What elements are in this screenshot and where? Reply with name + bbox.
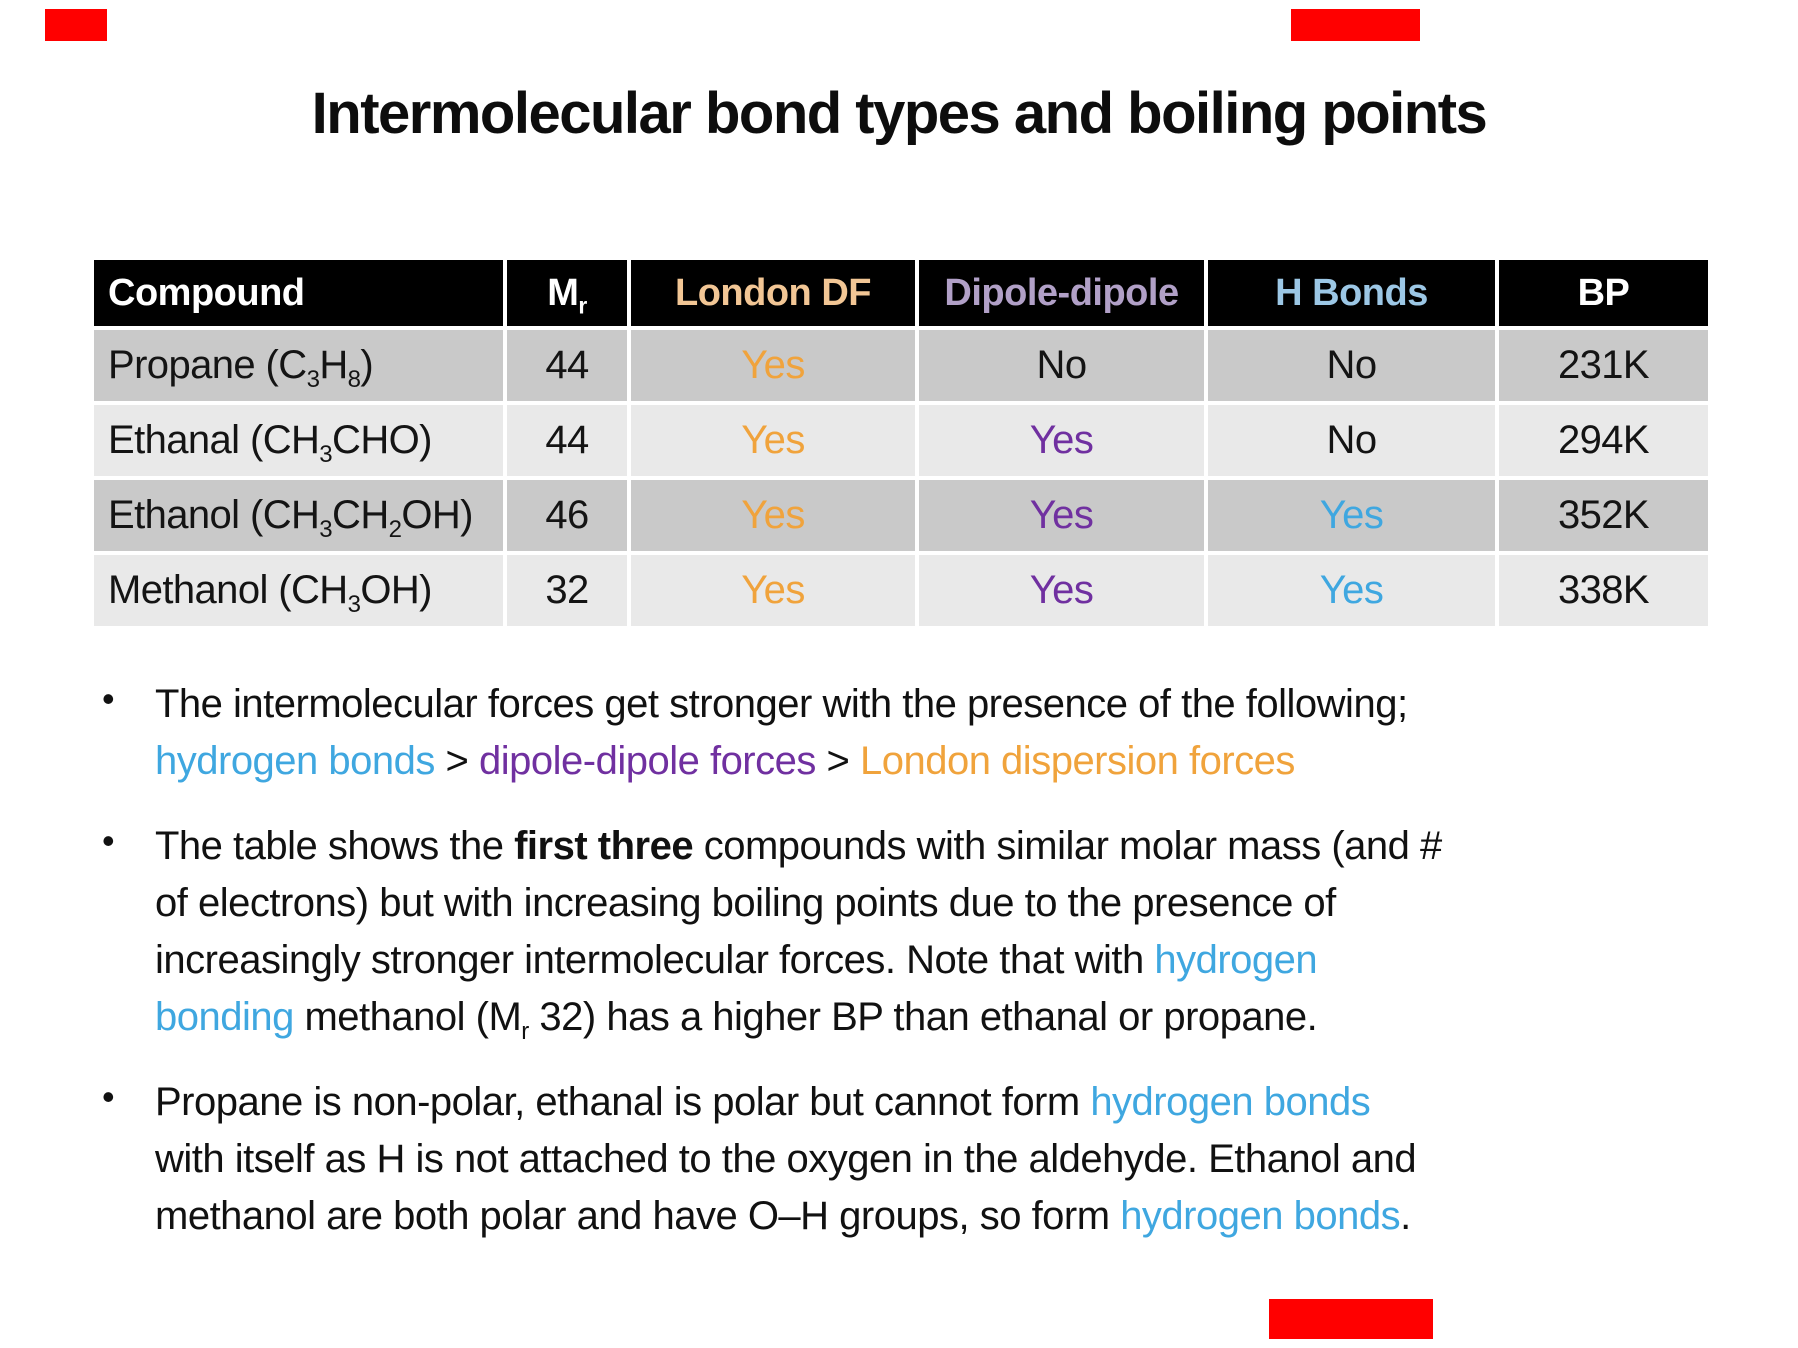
compound-cell: Ethanol $(CH_3CH_2OH)$ [92, 478, 505, 553]
text-segment: methanol are both polar and have O–H groups, so form [155, 1194, 1121, 1238]
text-segment: Propane is non-polar, ethanal is polar but cannot form [155, 1080, 1091, 1124]
table-header-cell: London DF [629, 258, 917, 328]
bullet-line [155, 989, 1722, 1046]
table-cell: Yes [629, 478, 917, 553]
table-cell: Yes [629, 403, 917, 478]
table-cell: Yes [1206, 553, 1497, 628]
bullet-line [155, 1188, 1722, 1245]
compound-cell: Propane $(C_3H_8)$ [92, 328, 505, 403]
table-cell: 44 [505, 403, 629, 478]
text-segment: with itself as H is not attached to the oxygen in the aldehyde. Ethanol and [155, 1137, 1417, 1181]
table-row [92, 553, 1710, 628]
table-cell: Yes [917, 478, 1206, 553]
table-header-cell: Compound [92, 258, 505, 328]
table-row [92, 403, 1710, 478]
text-segment: > [434, 739, 479, 783]
text-segment: compounds with similar molar mass (and # [693, 824, 1442, 868]
bullet-marker: • [102, 820, 115, 861]
bullet-marker: • [102, 1076, 115, 1117]
table-cell: Yes [1206, 478, 1497, 553]
table-header-cell: BP [1497, 258, 1710, 328]
table-cell: Yes [917, 403, 1206, 478]
redaction-bar-bottom-right [1269, 1299, 1433, 1339]
bullet-item [92, 1074, 1722, 1245]
table-header-cell: H Bonds [1206, 258, 1497, 328]
table-cell: 46 [505, 478, 629, 553]
table-header-row [92, 258, 1710, 328]
compound-cell: Ethanal $(CH_3CHO)$ [92, 403, 505, 478]
text-segment: > [815, 739, 860, 783]
bullet-line [155, 875, 1722, 932]
redaction-bar-top-left [45, 9, 107, 41]
text-segment: first three [514, 824, 694, 868]
table-row [92, 478, 1710, 553]
bullet-item [92, 676, 1722, 790]
text-segment: hydrogen bonds [1120, 1194, 1401, 1238]
table-cell: 32 [505, 553, 629, 628]
table-cell: 294K [1497, 403, 1710, 478]
bond-table [90, 256, 1712, 630]
table-cell: 352K [1497, 478, 1710, 553]
text-segment: increasingly stronger intermolecular forces. Note that with [155, 938, 1155, 982]
compound-cell: Methanol $(CH_3OH)$ [92, 553, 505, 628]
text-segment: The intermolecular forces get stronger with the presence of the following; [155, 682, 1408, 726]
text-segment: hydrogen [1154, 938, 1318, 982]
table-cell: No [1206, 328, 1497, 403]
bullet-item [92, 818, 1722, 1046]
table-cell: Yes [917, 553, 1206, 628]
text-segment: . [1400, 1194, 1411, 1238]
bullet-list [92, 676, 1722, 1273]
text-segment: methanol ($M_r$ 32) has a higher BP than ethanal or propane. [293, 995, 1318, 1045]
text-segment: of electrons) but with increasing boiling points due to the presence of [155, 881, 1336, 925]
redaction-bar-top-right [1291, 9, 1420, 41]
bullet-line [155, 676, 1722, 733]
table-row [92, 328, 1710, 403]
bullet-line [155, 1131, 1722, 1188]
bullet-marker: • [102, 678, 115, 719]
text-segment: London dispersion forces [859, 739, 1295, 783]
text-segment: hydrogen bonds [1090, 1080, 1371, 1124]
bullet-line [155, 1074, 1722, 1131]
table-cell: Yes [629, 553, 917, 628]
table-cell: Yes [629, 328, 917, 403]
table-cell: No [917, 328, 1206, 403]
table-cell: 338K [1497, 553, 1710, 628]
text-segment: The table shows the [155, 824, 515, 868]
table-header-cell: $M_r$ [505, 258, 629, 328]
table-header-cell: Dipole-dipole [917, 258, 1206, 328]
table-cell: 231K [1497, 328, 1710, 403]
text-segment: dipole-dipole forces [479, 739, 816, 783]
bullet-line [155, 733, 1722, 790]
table-body [92, 328, 1710, 628]
text-segment: hydrogen bonds [155, 739, 435, 783]
bullet-line [155, 932, 1722, 989]
bullet-line [155, 818, 1722, 875]
slide-title: Intermolecular bond types and boiling points [311, 81, 1487, 146]
table-cell: No [1206, 403, 1497, 478]
table-cell: 44 [505, 328, 629, 403]
text-segment: bonding [155, 995, 294, 1039]
